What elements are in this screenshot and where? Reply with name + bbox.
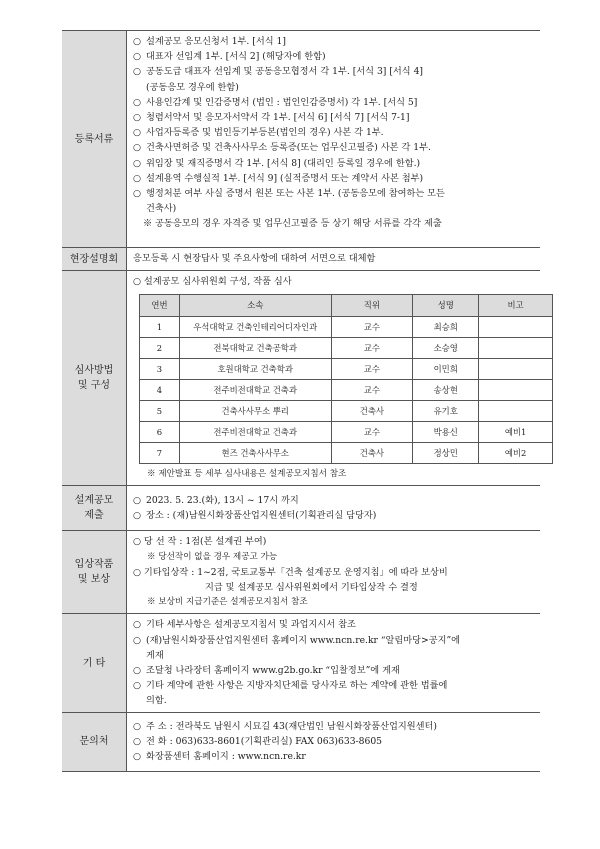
- header-registration: 등록서류: [62, 31, 127, 248]
- registration-item: [133, 95, 536, 110]
- committee-cell-no: 6: [140, 422, 180, 443]
- row-etc: [62, 614, 540, 712]
- committee-cell-pos: 건축사: [331, 401, 413, 422]
- committee-cell-name: 이민희: [413, 359, 479, 380]
- contact-item: [133, 719, 536, 734]
- header-contact: 문의처: [62, 712, 127, 771]
- bullet-icon: ○: [133, 665, 142, 677]
- registration-item: [133, 125, 536, 140]
- submission-cell: [127, 486, 541, 531]
- committee-cell-name: 송상현: [413, 380, 479, 401]
- etc-item-text: 기타 세부사항은 설계공모지침서 및 과업지시서 참조: [146, 619, 356, 631]
- review-intro: ○ 설계공모 심사위원회 구성, 작품 심사: [133, 276, 292, 287]
- registration-item-text: 행정처분 여부 사실 증명서 원본 또는 사본 1부. (공동응모에 참여하는 모든: [146, 188, 445, 200]
- committee-col-header: 비고: [479, 295, 553, 317]
- header-prize: 입상작품 및 보상: [62, 531, 127, 614]
- registration-item-text: 위임장 및 재직증명서 각 1부. [서식 8] (대리인 등록일 경우에 한함.): [146, 157, 421, 169]
- committee-cell-name: 최승희: [413, 317, 479, 338]
- prize-note-2: ※ 보상비 지급기준은 설계공모지침서 참조: [147, 597, 308, 608]
- review-note: ※ 제안발표 등 세부 심사내용은 설계공모지침서 참조: [147, 469, 347, 480]
- header-briefing: 현장설명회: [62, 248, 127, 271]
- etc-item-text: 기타 계약에 관한 사항은 지방자치단체를 당사자로 하는 계약에 관한 법률에: [146, 680, 448, 692]
- submission-item: [133, 508, 536, 523]
- bullet-icon: ○: [133, 736, 142, 748]
- committee-col-header: 소속: [179, 295, 331, 317]
- committee-cell-note: [479, 317, 553, 338]
- committee-cell-no: 5: [140, 401, 180, 422]
- bullet-icon: ○: [133, 720, 142, 732]
- bullet-icon: ○: [133, 188, 142, 200]
- committee-cell-pos: 교수: [331, 422, 413, 443]
- registration-cell: [127, 31, 541, 248]
- committee-cell-pos: 교수: [331, 359, 413, 380]
- committee-col-header: 연번: [140, 295, 180, 317]
- registration-note: ※ 공동응모의 경우 자격증 및 업무신고필증 등 상기 해당 서류를 각각 제출: [143, 218, 442, 230]
- registration-item-continuation: 건축사): [146, 203, 177, 215]
- submission-item-text: 2023. 5. 23.(화), 13시 ~ 17시 까지: [146, 495, 299, 507]
- committee-cell-org: 현즈 건축사사무소: [179, 443, 331, 464]
- bullet-icon: ○: [133, 619, 142, 631]
- bullet-icon: ○: [133, 36, 142, 47]
- registration-item-text: 건축사면허증 및 건축사사무소 등록증(또는 업무신고필증) 사본 각 1부.: [146, 142, 431, 154]
- etc-item-continuation: 게재: [146, 649, 164, 661]
- registration-item-continuation: (공동응모 경우에 한함): [146, 81, 239, 93]
- briefing-text: 응모등록 시 현장답사 및 주요사항에 대하여 서면으로 대체함: [127, 248, 541, 271]
- bullet-icon: ○: [133, 127, 142, 139]
- registration-item-text: 설계용역 수행실적 1부. [서식 9] (실적증명서 또는 계약서 사본 첨부): [146, 172, 424, 184]
- bullet-icon: ○: [133, 510, 142, 522]
- etc-item: [133, 617, 536, 632]
- committee-cell-org: 건축사사무소 뿌리: [179, 401, 331, 422]
- submission-item-text: 장소 : (재)남원시화장품산업지원센터(기획관리실 담당자): [146, 510, 377, 522]
- committee-cell-pos: 교수: [331, 317, 413, 338]
- registration-item-text: 설계공모 응모신청서 1부. [서식 1]: [146, 36, 286, 47]
- bullet-icon: ○: [133, 142, 142, 154]
- registration-item-text: 사업자등록증 및 법인등기부등본(법인의 경우) 사본 각 1부.: [146, 127, 384, 139]
- registration-item: [133, 49, 536, 64]
- bullet-icon: ○: [133, 112, 142, 124]
- bullet-icon: ○: [133, 66, 142, 78]
- registration-item: [133, 140, 536, 155]
- bullet-icon: ○: [133, 751, 142, 763]
- committee-cell-name: 정상민: [413, 443, 479, 464]
- etc-item-text: (재)남원시화장품산업지원센터 홈페이지 www.ncn.re.kr “알림마당>공지”에: [146, 634, 461, 646]
- committee-cell-note: 예비2: [479, 443, 553, 464]
- committee-cell-name: 소승영: [413, 338, 479, 359]
- prize-note-1: ※ 당선작이 없을 경우 제공고 가능: [147, 551, 278, 562]
- committee-table: [139, 294, 553, 464]
- committee-cell-org: 우석대학교 건축인테리어디자인과: [179, 317, 331, 338]
- etc-item: [133, 663, 536, 678]
- row-contact: [62, 712, 540, 771]
- committee-cell-no: 3: [140, 359, 180, 380]
- bullet-icon: ○: [133, 634, 142, 646]
- registration-list: [133, 34, 536, 216]
- bullet-icon: ○: [133, 495, 142, 507]
- registration-item: [133, 34, 536, 49]
- header-etc: 기 타: [62, 614, 127, 712]
- committee-cell-pos: 교수: [331, 338, 413, 359]
- contact-item-text: 전 화 : 063)633-8601(기획관리실) FAX 063)633-8605: [146, 736, 383, 748]
- committee-row: [140, 443, 553, 464]
- committee-row: [140, 317, 553, 338]
- committee-cell-org: 전주비전대학교 건축과: [179, 380, 331, 401]
- contact-item-text: 주 소 : 전라북도 남원시 시묘길 43(재단법인 남원시화장품산업지원센터): [146, 720, 437, 732]
- submission-item: [133, 493, 536, 508]
- registration-item: [133, 110, 536, 125]
- prize-winner: ○ 당 선 작 : 1점(본 설계권 부여): [133, 536, 267, 548]
- registration-item-text: 청렴서약서 및 응모자서약서 각 1부. [서식 6] [서식 7] [서식 7-1]: [146, 112, 410, 124]
- committee-cell-pos: 교수: [331, 380, 413, 401]
- row-briefing: [62, 248, 540, 271]
- committee-cell-org: 전주비전대학교 건축과: [179, 422, 331, 443]
- row-submission: [62, 486, 540, 531]
- row-prize: [62, 531, 540, 614]
- committee-cell-note: [479, 380, 553, 401]
- committee-cell-pos: 건축사: [331, 443, 413, 464]
- contact-item: [133, 749, 536, 764]
- registration-item-text: 사용인감계 및 인감증명서 (법인 : 법인인감증명서) 각 1부. [서식 5]: [146, 96, 418, 108]
- contact-cell: [127, 712, 541, 771]
- registration-item: [133, 186, 536, 201]
- etc-item: [133, 633, 536, 648]
- prize-other-cont: 지급 및 설계공모 심사위원회에서 기타입상작 수 결정: [205, 582, 418, 594]
- etc-cell: [127, 614, 541, 712]
- committee-cell-org: 전북대학교 건축공학과: [179, 338, 331, 359]
- registration-item: [133, 156, 536, 171]
- contact-list: [133, 719, 536, 765]
- document: [62, 30, 540, 772]
- bullet-icon: ○: [133, 96, 142, 108]
- registration-item: [133, 171, 536, 186]
- committee-header-row: [140, 295, 553, 317]
- committee-row: [140, 338, 553, 359]
- review-cell: [127, 271, 541, 486]
- bullet-icon: ○: [133, 680, 142, 692]
- committee-cell-name: 유기호: [413, 401, 479, 422]
- committee-cell-note: 예비1: [479, 422, 553, 443]
- committee-cell-note: [479, 359, 553, 380]
- registration-item-text: 공동도급 대표자 선임계 및 공동응모협정서 각 1부. [서식 3] [서식 4]: [146, 66, 424, 78]
- etc-item: [133, 678, 536, 693]
- etc-item-text: 조달청 나라장터 홈페이지 www.g2b.go.kr “입찰정보”에 게재: [146, 665, 400, 677]
- committee-cell-no: 2: [140, 338, 180, 359]
- registration-item: [133, 64, 536, 79]
- committee-row: [140, 380, 553, 401]
- header-submission: 설계공모 제출: [62, 486, 127, 531]
- row-review: [62, 271, 540, 486]
- etc-item-continuation: 의함.: [146, 695, 167, 707]
- committee-cell-no: 7: [140, 443, 180, 464]
- contact-item-text: 화장품센터 홈페이지 : www.ncn.re.kr: [146, 751, 306, 763]
- bullet-icon: ○: [133, 51, 142, 63]
- prize-cell: [127, 531, 541, 614]
- committee-cell-note: [479, 401, 553, 422]
- row-registration: [62, 31, 540, 248]
- info-table: [62, 30, 540, 772]
- bullet-icon: ○: [133, 157, 142, 169]
- contact-item: [133, 734, 536, 749]
- committee-row: [140, 359, 553, 380]
- registration-item-text: 대표자 선임계 1부. [서식 2] (해당자에 한함): [146, 51, 326, 63]
- committee-cell-no: 4: [140, 380, 180, 401]
- committee-cell-org: 호원대학교 건축학과: [179, 359, 331, 380]
- committee-col-header: 직위: [331, 295, 413, 317]
- header-review: 심사방법 및 구성: [62, 271, 127, 486]
- bullet-icon: ○: [133, 172, 142, 184]
- committee-cell-note: [479, 338, 553, 359]
- committee-row: [140, 401, 553, 422]
- submission-list: [133, 493, 536, 523]
- committee-cell-no: 1: [140, 317, 180, 338]
- committee-row: [140, 422, 553, 443]
- etc-list: [133, 617, 536, 708]
- prize-other: ○ 기타입상작 : 1~2점, 국토교통부「건축 설계공모 운영지침」에 따라 보상비: [133, 566, 448, 578]
- committee-cell-name: 박용신: [413, 422, 479, 443]
- committee-col-header: 성명: [413, 295, 479, 317]
